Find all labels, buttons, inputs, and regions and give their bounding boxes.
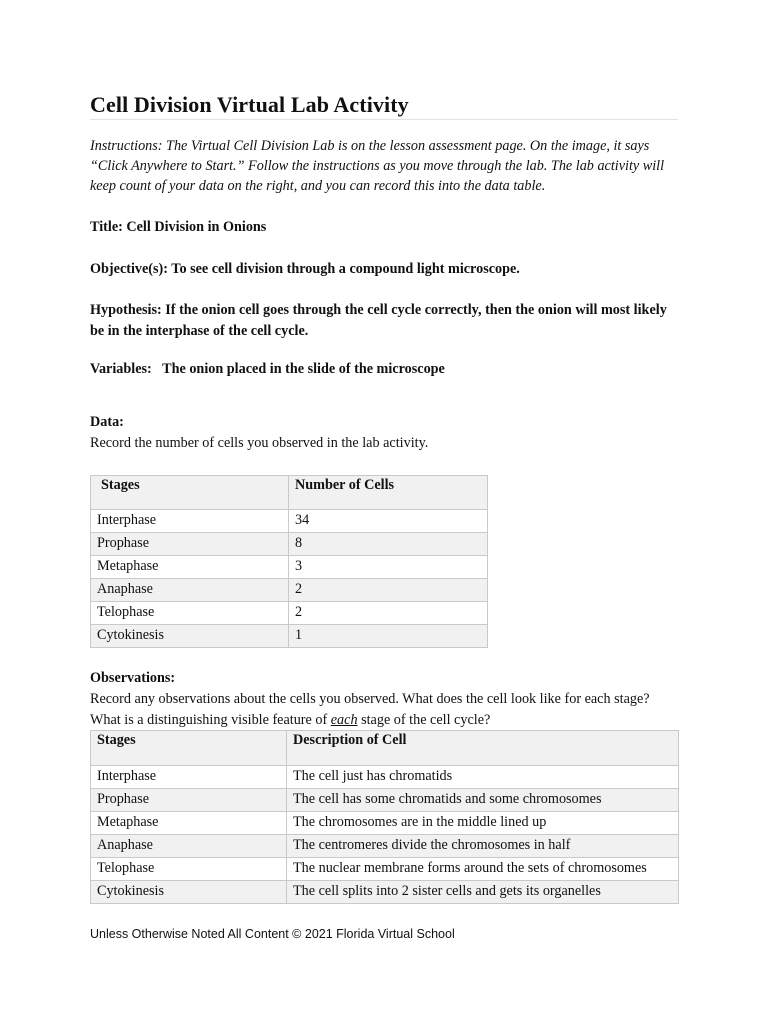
page-title: Cell Division Virtual Lab Activity — [90, 92, 678, 120]
description-cell: The nuclear membrane forms around the sets of chromosomes — [287, 858, 679, 881]
lab-title: Title: Cell Division in Onions — [90, 219, 267, 235]
observations-table — [90, 730, 679, 904]
description-cell: The cell has some chromatids and some chromosomes — [287, 789, 679, 812]
data-instructions: Record the number of cells you observed in the lab activity. — [90, 435, 429, 451]
observations-heading: Observations: — [90, 670, 176, 686]
count-cell: 2 — [289, 579, 488, 602]
column-header: Description of Cell — [287, 731, 679, 766]
count-cell: 34 — [289, 510, 488, 533]
count-cell: 8 — [289, 533, 488, 556]
table-row — [91, 625, 488, 648]
observations-instructions — [90, 689, 680, 731]
stage-cell: Telophase — [91, 602, 289, 625]
description-cell: The cell splits into 2 sister cells and gets its organelles — [287, 881, 679, 904]
count-cell: 3 — [289, 556, 488, 579]
stage-cell: Metaphase — [91, 812, 287, 835]
variables-value: The onion placed in the slide of the microscope — [162, 361, 445, 377]
stage-cell: Interphase — [91, 510, 289, 533]
count-cell: 1 — [289, 625, 488, 648]
stage-cell: Telophase — [91, 858, 287, 881]
observations-table-header — [91, 731, 679, 766]
table-row — [91, 766, 679, 789]
stage-cell: Anaphase — [91, 579, 289, 602]
stage-cell: Anaphase — [91, 835, 287, 858]
observations-text-start: Record any observations about the cells you observed. What does the cell look like for each stage? What is a distinguishing visible feature of — [90, 691, 650, 728]
column-header: Stages — [91, 731, 287, 766]
observations-emphasis: each — [330, 712, 358, 728]
data-heading: Data: — [90, 414, 124, 430]
count-cell: 2 — [289, 602, 488, 625]
description-cell: The chromosomes are in the middle lined up — [287, 812, 679, 835]
observations-text-end: stage of the cell cycle? — [357, 712, 491, 728]
stage-cell: Prophase — [91, 533, 289, 556]
table-row — [91, 812, 679, 835]
stage-cell: Interphase — [91, 766, 287, 789]
stage-cell: Cytokinesis — [91, 881, 287, 904]
table-row — [91, 835, 679, 858]
table-row — [91, 881, 679, 904]
table-row — [91, 556, 488, 579]
variables-line — [90, 359, 680, 380]
description-cell: The centromeres divide the chromosomes in half — [287, 835, 679, 858]
column-header: Stages — [91, 476, 289, 510]
data-table — [90, 475, 488, 648]
stage-cell: Cytokinesis — [91, 625, 289, 648]
objective-text: Objective(s): To see cell division through a compound light microscope. — [90, 261, 520, 277]
table-row — [91, 858, 679, 881]
table-row — [91, 510, 488, 533]
instructions-text: Instructions: The Virtual Cell Division Lab is on the lesson assessment page. On the image, it says “Click Anywhere to Start.” Follow the instructions as you move through the lab. The lab activity will keep count of your data on the right, and you can record this into the data table. — [90, 138, 665, 194]
variables-label: Variables: — [90, 361, 152, 377]
table-row — [91, 533, 488, 556]
table-row — [91, 789, 679, 812]
data-table-header — [91, 476, 488, 510]
page-footer: Unless Otherwise Noted All Content © 2021 Florida Virtual School — [90, 927, 455, 941]
table-row — [91, 579, 488, 602]
stage-cell: Metaphase — [91, 556, 289, 579]
stage-cell: Prophase — [91, 789, 287, 812]
hypothesis-text: Hypothesis: If the onion cell goes through the cell cycle correctly, then the onion will most likely be in the interphase of the cell cycle. — [90, 302, 667, 339]
table-row — [91, 602, 488, 625]
column-header: Number of Cells — [289, 476, 488, 510]
description-cell: The cell just has chromatids — [287, 766, 679, 789]
